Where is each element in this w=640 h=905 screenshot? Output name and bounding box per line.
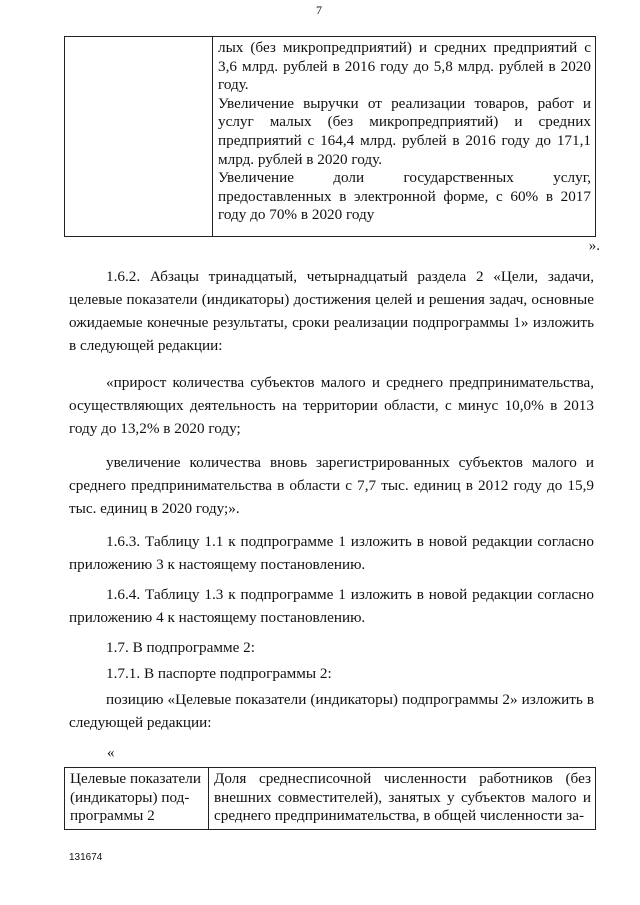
table-row	[65, 768, 596, 830]
label-line: Целевые показатели	[70, 770, 201, 787]
closing-quote: ».	[588, 238, 600, 254]
paragraph-1-7: 1.7. В подпрограмме 2:	[106, 639, 255, 656]
table-cell-indicator-label	[65, 768, 209, 830]
top-table	[64, 36, 596, 237]
paragraph-position: позицию «Целевые показатели (индикаторы) подпрограммы 2» изложить в следующей редакции:	[69, 691, 594, 731]
paragraph-1-6-4: 1.6.4. Таблицу 1.3 к подпрограмме 1 изложить в новой редакции согласно приложению 4 к настоящему постановлению.	[69, 586, 594, 626]
document-code: 131674	[69, 852, 103, 863]
table-cell-indicators-text	[213, 37, 596, 237]
page-number: 7	[316, 3, 322, 17]
table-paragraph: Увеличение доли государственных услуг, предоставленных в электронной форме, с 60% в 2017 году до 70% в 2020 году	[218, 169, 591, 224]
label-line: (индикаторы) под-	[70, 788, 190, 806]
label-line: программы 2	[70, 807, 155, 825]
table-paragraph: лых (без микропредприятий) и средних предприятий с 3,6 млрд. рублей в 2016 году до 5,8 млрд. рублей в 2020 году.	[218, 39, 591, 94]
paragraph-1-6-3: 1.6.3. Таблицу 1.1 к подпрограмме 1 изложить в новой редакции согласно приложению 3 к настоящему постановлению.	[69, 533, 594, 573]
paragraph-1-6-2: 1.6.2. Абзацы тринадцатый, четырнадцатый раздела 2 «Цели, задачи, целевые показатели (индикаторы) достижения целей и решения задач, основные ожидаемые конечные результаты, сроки реализации подпрограммы 1» изложить в следующей редакции:	[69, 268, 594, 354]
paragraph-1-7-1: 1.7.1. В паспорте подпрограммы 2:	[106, 665, 332, 682]
paragraph-new-registrations: увеличение количества вновь зарегистрированных субъектов малого и среднего предпринимательства в области с 7,7 тыс. единиц в 2012 году до 15,9 тыс. единиц в 2020 году;».	[69, 454, 594, 517]
table-cell-empty	[65, 37, 213, 237]
bottom-table	[64, 767, 596, 830]
paragraph-quote-growth: «прирост количества субъектов малого и среднего предпринимательства, осуществляющих деятельность на территории области, с минус 10,0% в 2013 году до 13,2% в 2020 году;	[69, 374, 594, 437]
opening-quote: «	[107, 745, 115, 761]
table-row	[65, 37, 596, 237]
table-cell-indicator-value: Доля среднесписочной численности работников (без внешних совместителей), занятых у субъектов малого и среднего предпринимательства, в общей численности за-	[209, 768, 596, 830]
table-paragraph: Увеличение выручки от реализации товаров, работ и услуг малых (без микропредприятий) и средних предприятий с 164,4 млрд. рублей в 2016 году до 171,1 млрд. рублей в 2020 году.	[218, 94, 591, 168]
